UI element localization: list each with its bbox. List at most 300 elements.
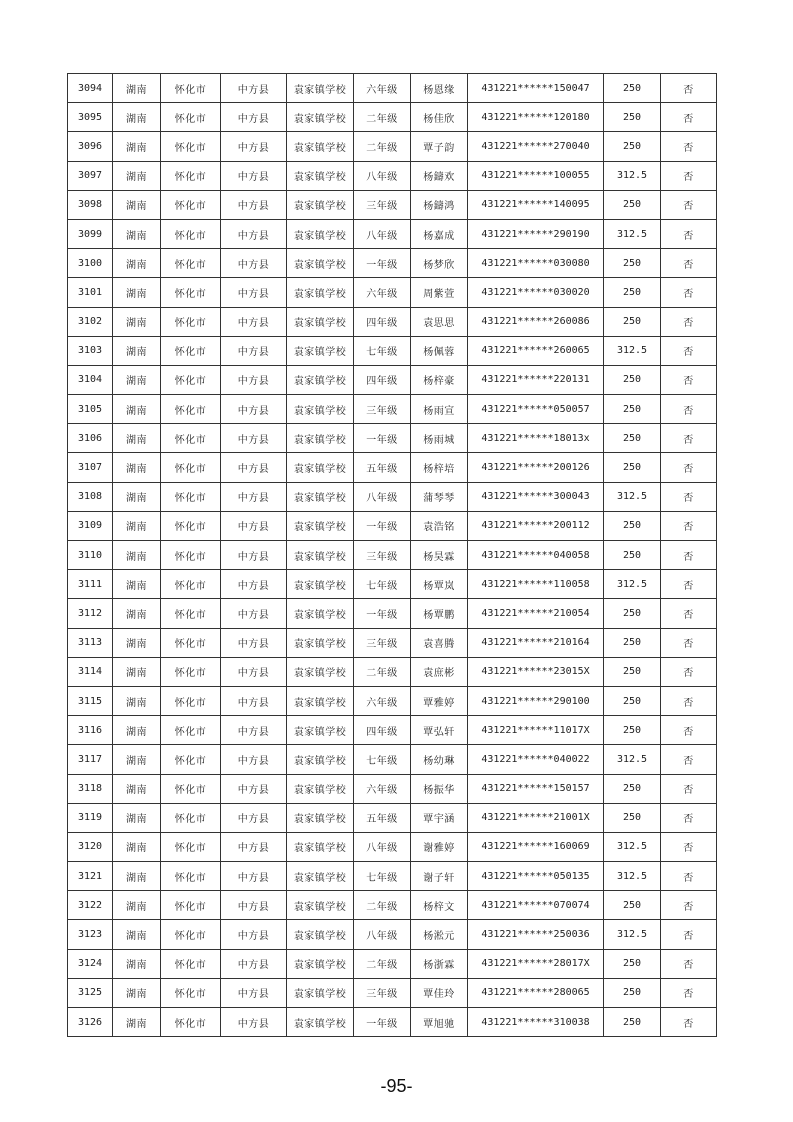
student-name-cell: 覃宇涵 (411, 803, 468, 832)
row-number-cell: 3096 (68, 132, 113, 161)
province-cell: 湖南 (113, 570, 161, 599)
city-cell: 怀化市 (161, 803, 221, 832)
student-name-cell: 袁思思 (411, 307, 468, 336)
county-cell: 中方县 (221, 395, 287, 424)
student-name-cell: 袁喜腾 (411, 628, 468, 657)
county-cell: 中方县 (221, 278, 287, 307)
province-cell: 湖南 (113, 716, 161, 745)
amount-cell: 312.5 (604, 862, 661, 891)
county-cell: 中方县 (221, 920, 287, 949)
school-cell: 袁家镇学校 (287, 190, 354, 219)
table-row (68, 599, 717, 628)
table-row (68, 978, 717, 1007)
row-number-cell: 3114 (68, 657, 113, 686)
grade-cell: 八年级 (354, 832, 411, 861)
county-cell: 中方县 (221, 949, 287, 978)
id-number-cell: 431221******250036 (468, 920, 604, 949)
flag-cell: 否 (661, 716, 717, 745)
row-number-cell: 3118 (68, 774, 113, 803)
id-number-cell: 431221******050135 (468, 862, 604, 891)
grade-cell: 三年级 (354, 978, 411, 1007)
city-cell: 怀化市 (161, 628, 221, 657)
county-cell: 中方县 (221, 803, 287, 832)
grade-cell: 七年级 (354, 745, 411, 774)
flag-cell: 否 (661, 74, 717, 103)
province-cell: 湖南 (113, 161, 161, 190)
province-cell: 湖南 (113, 132, 161, 161)
id-number-cell: 431221******290190 (468, 219, 604, 248)
table-row (68, 541, 717, 570)
id-number-cell: 431221******110058 (468, 570, 604, 599)
county-cell: 中方县 (221, 249, 287, 278)
table-row (68, 365, 717, 394)
row-number-cell: 3116 (68, 716, 113, 745)
row-number-cell: 3122 (68, 891, 113, 920)
student-name-cell: 杨梓培 (411, 453, 468, 482)
student-name-cell: 杨淞元 (411, 920, 468, 949)
student-name-cell: 谢子轩 (411, 862, 468, 891)
flag-cell: 否 (661, 395, 717, 424)
flag-cell: 否 (661, 219, 717, 248)
county-cell: 中方县 (221, 628, 287, 657)
student-name-cell: 杨覃鹏 (411, 599, 468, 628)
flag-cell: 否 (661, 278, 717, 307)
student-name-cell: 杨雨宣 (411, 395, 468, 424)
city-cell: 怀化市 (161, 745, 221, 774)
amount-cell: 250 (604, 103, 661, 132)
flag-cell: 否 (661, 657, 717, 686)
amount-cell: 250 (604, 1008, 661, 1037)
id-number-cell: 431221******300043 (468, 482, 604, 511)
table-row (68, 920, 717, 949)
province-cell: 湖南 (113, 511, 161, 540)
school-cell: 袁家镇学校 (287, 365, 354, 394)
table-row (68, 832, 717, 861)
amount-cell: 250 (604, 307, 661, 336)
page-number: -95- (380, 1076, 413, 1096)
grade-cell: 六年级 (354, 74, 411, 103)
province-cell: 湖南 (113, 278, 161, 307)
city-cell: 怀化市 (161, 365, 221, 394)
province-cell: 湖南 (113, 745, 161, 774)
row-number-cell: 3100 (68, 249, 113, 278)
county-cell: 中方县 (221, 862, 287, 891)
row-number-cell: 3111 (68, 570, 113, 599)
city-cell: 怀化市 (161, 657, 221, 686)
student-name-cell: 杨幼琳 (411, 745, 468, 774)
school-cell: 袁家镇学校 (287, 249, 354, 278)
city-cell: 怀化市 (161, 599, 221, 628)
id-number-cell: 431221******280065 (468, 978, 604, 1007)
row-number-cell: 3098 (68, 190, 113, 219)
county-cell: 中方县 (221, 978, 287, 1007)
province-cell: 湖南 (113, 862, 161, 891)
province-cell: 湖南 (113, 307, 161, 336)
row-number-cell: 3121 (68, 862, 113, 891)
flag-cell: 否 (661, 774, 717, 803)
id-number-cell: 431221******23015X (468, 657, 604, 686)
city-cell: 怀化市 (161, 307, 221, 336)
school-cell: 袁家镇学校 (287, 716, 354, 745)
school-cell: 袁家镇学校 (287, 949, 354, 978)
city-cell: 怀化市 (161, 132, 221, 161)
row-number-cell: 3119 (68, 803, 113, 832)
table-row (68, 103, 717, 132)
table-body (68, 74, 717, 1037)
grade-cell: 六年级 (354, 278, 411, 307)
table-row (68, 482, 717, 511)
county-cell: 中方县 (221, 657, 287, 686)
school-cell: 袁家镇学校 (287, 74, 354, 103)
amount-cell: 250 (604, 453, 661, 482)
county-cell: 中方县 (221, 424, 287, 453)
id-number-cell: 431221******040022 (468, 745, 604, 774)
grade-cell: 八年级 (354, 482, 411, 511)
county-cell: 中方县 (221, 774, 287, 803)
city-cell: 怀化市 (161, 219, 221, 248)
grade-cell: 二年级 (354, 103, 411, 132)
student-name-cell: 杨覃岚 (411, 570, 468, 599)
row-number-cell: 3105 (68, 395, 113, 424)
grade-cell: 一年级 (354, 511, 411, 540)
city-cell: 怀化市 (161, 249, 221, 278)
school-cell: 袁家镇学校 (287, 278, 354, 307)
table-row (68, 336, 717, 365)
grade-cell: 一年级 (354, 599, 411, 628)
grade-cell: 二年级 (354, 132, 411, 161)
city-cell: 怀化市 (161, 832, 221, 861)
amount-cell: 250 (604, 686, 661, 715)
row-number-cell: 3107 (68, 453, 113, 482)
student-name-cell: 杨恩缘 (411, 74, 468, 103)
amount-cell: 250 (604, 190, 661, 219)
amount-cell: 250 (604, 424, 661, 453)
amount-cell: 250 (604, 278, 661, 307)
flag-cell: 否 (661, 336, 717, 365)
table-row (68, 657, 717, 686)
city-cell: 怀化市 (161, 716, 221, 745)
table-row (68, 307, 717, 336)
id-number-cell: 431221******150047 (468, 74, 604, 103)
grade-cell: 七年级 (354, 570, 411, 599)
province-cell: 湖南 (113, 628, 161, 657)
county-cell: 中方县 (221, 599, 287, 628)
amount-cell: 250 (604, 541, 661, 570)
flag-cell: 否 (661, 132, 717, 161)
id-number-cell: 431221******140095 (468, 190, 604, 219)
county-cell: 中方县 (221, 307, 287, 336)
flag-cell: 否 (661, 949, 717, 978)
province-cell: 湖南 (113, 1008, 161, 1037)
flag-cell: 否 (661, 307, 717, 336)
table-row (68, 716, 717, 745)
grade-cell: 五年级 (354, 453, 411, 482)
grade-cell: 三年级 (354, 190, 411, 219)
county-cell: 中方县 (221, 103, 287, 132)
flag-cell: 否 (661, 628, 717, 657)
amount-cell: 312.5 (604, 482, 661, 511)
city-cell: 怀化市 (161, 482, 221, 511)
id-number-cell: 431221******030020 (468, 278, 604, 307)
row-number-cell: 3106 (68, 424, 113, 453)
county-cell: 中方县 (221, 190, 287, 219)
school-cell: 袁家镇学校 (287, 862, 354, 891)
province-cell: 湖南 (113, 686, 161, 715)
student-name-cell: 杨梦欣 (411, 249, 468, 278)
county-cell: 中方县 (221, 832, 287, 861)
school-cell: 袁家镇学校 (287, 511, 354, 540)
city-cell: 怀化市 (161, 541, 221, 570)
amount-cell: 312.5 (604, 745, 661, 774)
school-cell: 袁家镇学校 (287, 219, 354, 248)
province-cell: 湖南 (113, 336, 161, 365)
province-cell: 湖南 (113, 832, 161, 861)
flag-cell: 否 (661, 862, 717, 891)
table-row (68, 161, 717, 190)
id-number-cell: 431221******120180 (468, 103, 604, 132)
flag-cell: 否 (661, 745, 717, 774)
flag-cell: 否 (661, 161, 717, 190)
school-cell: 袁家镇学校 (287, 686, 354, 715)
table-row (68, 570, 717, 599)
city-cell: 怀化市 (161, 424, 221, 453)
row-number-cell: 3115 (68, 686, 113, 715)
amount-cell: 250 (604, 774, 661, 803)
province-cell: 湖南 (113, 453, 161, 482)
amount-cell: 250 (604, 132, 661, 161)
flag-cell: 否 (661, 541, 717, 570)
table-row (68, 686, 717, 715)
province-cell: 湖南 (113, 395, 161, 424)
grade-cell: 四年级 (354, 307, 411, 336)
student-name-cell: 蒲琴琴 (411, 482, 468, 511)
table-row (68, 395, 717, 424)
id-number-cell: 431221******030080 (468, 249, 604, 278)
id-number-cell: 431221******11017X (468, 716, 604, 745)
school-cell: 袁家镇学校 (287, 336, 354, 365)
flag-cell: 否 (661, 978, 717, 1007)
province-cell: 湖南 (113, 365, 161, 394)
school-cell: 袁家镇学校 (287, 570, 354, 599)
school-cell: 袁家镇学校 (287, 482, 354, 511)
id-number-cell: 431221******160069 (468, 832, 604, 861)
records-table (67, 73, 717, 1037)
school-cell: 袁家镇学校 (287, 657, 354, 686)
student-name-cell: 覃雅婷 (411, 686, 468, 715)
row-number-cell: 3104 (68, 365, 113, 394)
student-name-cell: 杨梓文 (411, 891, 468, 920)
grade-cell: 四年级 (354, 365, 411, 394)
flag-cell: 否 (661, 920, 717, 949)
id-number-cell: 431221******050057 (468, 395, 604, 424)
county-cell: 中方县 (221, 161, 287, 190)
county-cell: 中方县 (221, 570, 287, 599)
flag-cell: 否 (661, 365, 717, 394)
row-number-cell: 3109 (68, 511, 113, 540)
amount-cell: 250 (604, 365, 661, 394)
flag-cell: 否 (661, 190, 717, 219)
county-cell: 中方县 (221, 74, 287, 103)
row-number-cell: 3099 (68, 219, 113, 248)
id-number-cell: 431221******150157 (468, 774, 604, 803)
student-name-cell: 杨振华 (411, 774, 468, 803)
city-cell: 怀化市 (161, 686, 221, 715)
grade-cell: 三年级 (354, 395, 411, 424)
county-cell: 中方县 (221, 891, 287, 920)
table-row (68, 190, 717, 219)
table-row (68, 511, 717, 540)
city-cell: 怀化市 (161, 74, 221, 103)
row-number-cell: 3124 (68, 949, 113, 978)
grade-cell: 二年级 (354, 657, 411, 686)
id-number-cell: 431221******28017X (468, 949, 604, 978)
city-cell: 怀化市 (161, 920, 221, 949)
flag-cell: 否 (661, 803, 717, 832)
id-number-cell: 431221******070074 (468, 891, 604, 920)
id-number-cell: 431221******200112 (468, 511, 604, 540)
amount-cell: 250 (604, 716, 661, 745)
flag-cell: 否 (661, 511, 717, 540)
row-number-cell: 3125 (68, 978, 113, 1007)
grade-cell: 一年级 (354, 424, 411, 453)
city-cell: 怀化市 (161, 336, 221, 365)
table-row (68, 424, 717, 453)
student-name-cell: 覃弘轩 (411, 716, 468, 745)
grade-cell: 二年级 (354, 949, 411, 978)
amount-cell: 250 (604, 891, 661, 920)
id-number-cell: 431221******210054 (468, 599, 604, 628)
province-cell: 湖南 (113, 103, 161, 132)
table-row (68, 1008, 717, 1037)
id-number-cell: 431221******21001X (468, 803, 604, 832)
flag-cell: 否 (661, 424, 717, 453)
county-cell: 中方县 (221, 219, 287, 248)
grade-cell: 六年级 (354, 774, 411, 803)
table-row (68, 219, 717, 248)
amount-cell: 312.5 (604, 920, 661, 949)
row-number-cell: 3110 (68, 541, 113, 570)
row-number-cell: 3117 (68, 745, 113, 774)
province-cell: 湖南 (113, 249, 161, 278)
student-name-cell: 袁浩铭 (411, 511, 468, 540)
amount-cell: 312.5 (604, 832, 661, 861)
province-cell: 湖南 (113, 541, 161, 570)
school-cell: 袁家镇学校 (287, 745, 354, 774)
city-cell: 怀化市 (161, 511, 221, 540)
student-name-cell: 杨昊霖 (411, 541, 468, 570)
amount-cell: 250 (604, 949, 661, 978)
province-cell: 湖南 (113, 599, 161, 628)
grade-cell: 三年级 (354, 541, 411, 570)
grade-cell: 八年级 (354, 920, 411, 949)
grade-cell: 五年级 (354, 803, 411, 832)
amount-cell: 250 (604, 803, 661, 832)
school-cell: 袁家镇学校 (287, 774, 354, 803)
amount-cell: 250 (604, 74, 661, 103)
school-cell: 袁家镇学校 (287, 132, 354, 161)
amount-cell: 312.5 (604, 219, 661, 248)
city-cell: 怀化市 (161, 774, 221, 803)
flag-cell: 否 (661, 570, 717, 599)
student-name-cell: 杨嘉成 (411, 219, 468, 248)
flag-cell: 否 (661, 599, 717, 628)
amount-cell: 250 (604, 511, 661, 540)
school-cell: 袁家镇学校 (287, 424, 354, 453)
county-cell: 中方县 (221, 453, 287, 482)
flag-cell: 否 (661, 482, 717, 511)
amount-cell: 312.5 (604, 570, 661, 599)
table-row (68, 132, 717, 161)
school-cell: 袁家镇学校 (287, 307, 354, 336)
city-cell: 怀化市 (161, 453, 221, 482)
county-cell: 中方县 (221, 132, 287, 161)
row-number-cell: 3102 (68, 307, 113, 336)
row-number-cell: 3126 (68, 1008, 113, 1037)
row-number-cell: 3095 (68, 103, 113, 132)
county-cell: 中方县 (221, 365, 287, 394)
table-row (68, 278, 717, 307)
grade-cell: 四年级 (354, 716, 411, 745)
city-cell: 怀化市 (161, 103, 221, 132)
student-name-cell: 覃佳玲 (411, 978, 468, 1007)
flag-cell: 否 (661, 249, 717, 278)
county-cell: 中方县 (221, 482, 287, 511)
province-cell: 湖南 (113, 74, 161, 103)
amount-cell: 250 (604, 249, 661, 278)
amount-cell: 250 (604, 599, 661, 628)
county-cell: 中方县 (221, 336, 287, 365)
id-number-cell: 431221******310038 (468, 1008, 604, 1037)
student-name-cell: 杨雨城 (411, 424, 468, 453)
id-number-cell: 431221******260065 (468, 336, 604, 365)
student-name-cell: 杨佳欣 (411, 103, 468, 132)
grade-cell: 二年级 (354, 891, 411, 920)
row-number-cell: 3097 (68, 161, 113, 190)
table-row (68, 628, 717, 657)
province-cell: 湖南 (113, 920, 161, 949)
id-number-cell: 431221******270040 (468, 132, 604, 161)
school-cell: 袁家镇学校 (287, 1008, 354, 1037)
school-cell: 袁家镇学校 (287, 161, 354, 190)
id-number-cell: 431221******220131 (468, 365, 604, 394)
school-cell: 袁家镇学校 (287, 832, 354, 861)
city-cell: 怀化市 (161, 161, 221, 190)
city-cell: 怀化市 (161, 395, 221, 424)
county-cell: 中方县 (221, 1008, 287, 1037)
amount-cell: 250 (604, 395, 661, 424)
flag-cell: 否 (661, 686, 717, 715)
student-name-cell: 谢雅婷 (411, 832, 468, 861)
school-cell: 袁家镇学校 (287, 891, 354, 920)
province-cell: 湖南 (113, 978, 161, 1007)
city-cell: 怀化市 (161, 278, 221, 307)
county-cell: 中方县 (221, 686, 287, 715)
province-cell: 湖南 (113, 219, 161, 248)
school-cell: 袁家镇学校 (287, 978, 354, 1007)
id-number-cell: 431221******210164 (468, 628, 604, 657)
city-cell: 怀化市 (161, 1008, 221, 1037)
student-name-cell: 杨梓豪 (411, 365, 468, 394)
id-number-cell: 431221******040058 (468, 541, 604, 570)
table-row (68, 745, 717, 774)
grade-cell: 七年级 (354, 862, 411, 891)
province-cell: 湖南 (113, 774, 161, 803)
county-cell: 中方县 (221, 716, 287, 745)
student-name-cell: 杨佩蓉 (411, 336, 468, 365)
flag-cell: 否 (661, 453, 717, 482)
amount-cell: 312.5 (604, 336, 661, 365)
table-row (68, 74, 717, 103)
